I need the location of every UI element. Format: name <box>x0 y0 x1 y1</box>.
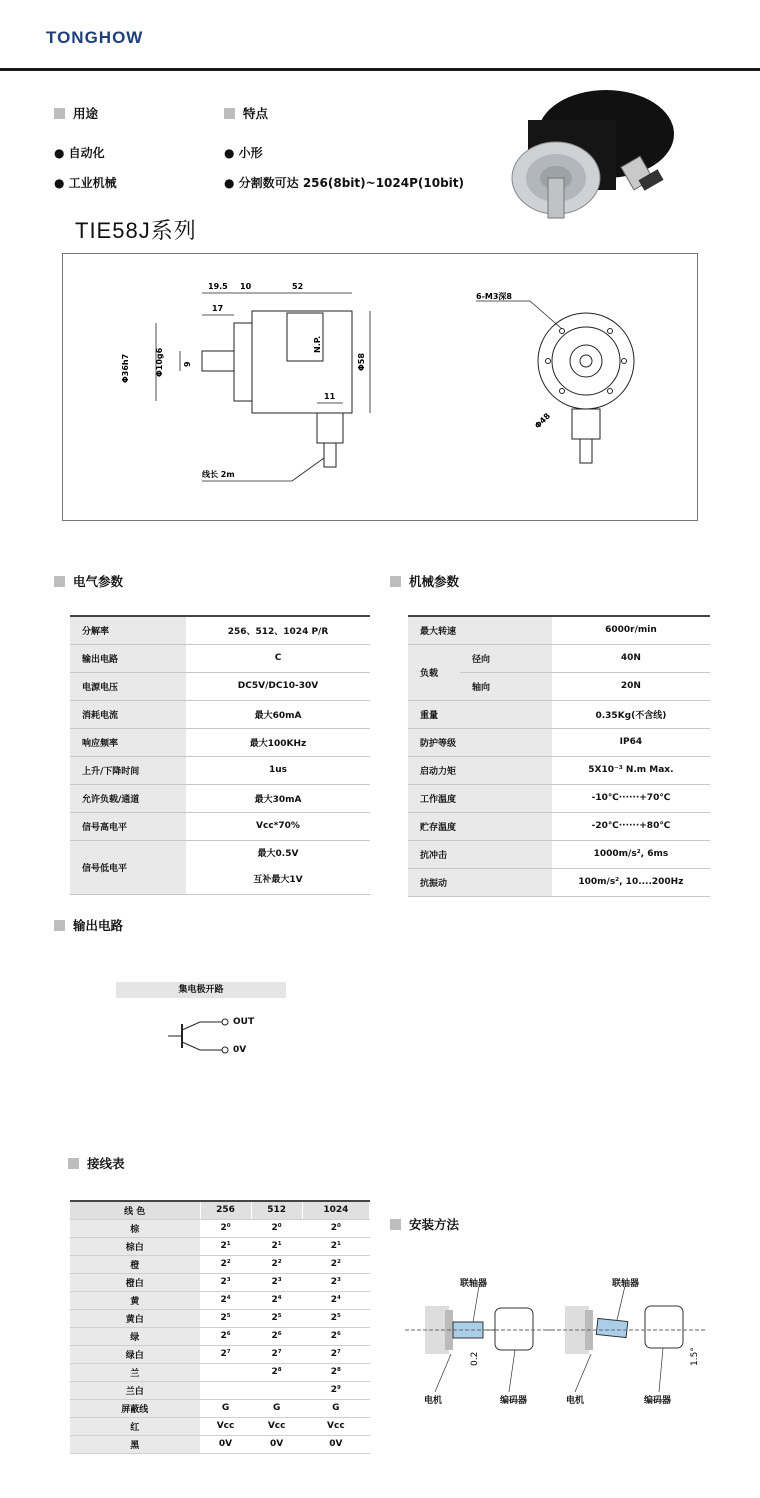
ov-terminal-label: 0V <box>233 1045 247 1055</box>
table-cell: 1us <box>186 756 370 784</box>
square-bullet-icon <box>224 108 235 119</box>
out-terminal-label: OUT <box>233 1017 255 1027</box>
table-row: 棕 2⁰ 2⁰ 2⁰ <box>70 1219 370 1237</box>
cable-length: 线长 2m <box>202 470 235 479</box>
table-row: 兰 2⁸ 2⁸ <box>70 1363 370 1381</box>
table-header: 1024 <box>302 1201 369 1219</box>
dim-52: 52 <box>292 282 304 291</box>
feature-item: ● 小形 <box>224 146 263 160</box>
encoder-photo <box>488 82 688 232</box>
table-cell: 40N <box>552 644 710 672</box>
table-cell: 100m/s², 10....200Hz <box>552 868 710 896</box>
square-bullet-icon <box>54 920 65 931</box>
table-cell: 径向 <box>460 644 552 672</box>
table-cell: 分解率 <box>70 616 186 644</box>
table-row: 绿白 2⁷ 2⁷ 2⁷ <box>70 1345 370 1363</box>
table-header: 256 <box>200 1201 251 1219</box>
encoder-label: 编码器 <box>500 1396 528 1406</box>
table-row: 绿 2⁶ 2⁶ 2⁶ <box>70 1327 370 1345</box>
table-row: 黑 0V 0V 0V <box>70 1435 370 1453</box>
table-row: 黄白 2⁵ 2⁵ 2⁵ <box>70 1309 370 1327</box>
header-rule <box>0 68 760 71</box>
table-cell: 轴向 <box>460 672 552 700</box>
coupling-label: 联轴器 <box>460 1279 488 1289</box>
mechanical-table <box>408 615 710 897</box>
dim-19-5: 19.5 <box>208 282 228 291</box>
table-cell: 输出电路 <box>70 644 186 672</box>
square-bullet-icon <box>54 576 65 587</box>
feature-item: ● 分割数可达 256(8bit)~1024P(10bit) <box>224 176 464 190</box>
square-bullet-icon <box>54 108 65 119</box>
table-row: 黄 2⁴ 2⁴ 2⁴ <box>70 1291 370 1309</box>
table-row: 屏蔽线 G G G <box>70 1399 370 1417</box>
motor-label: 电机 <box>424 1396 443 1406</box>
square-bullet-icon <box>68 1158 79 1169</box>
table-cell: 6000r/min <box>552 616 710 644</box>
table-cell: 上升/下降时间 <box>70 756 186 784</box>
open-collector-label: 集电极开路 <box>116 982 286 998</box>
wiring-table <box>70 1200 370 1454</box>
table-cell: Vcc*70% <box>186 812 370 840</box>
square-bullet-icon <box>390 576 401 587</box>
table-cell: 最大30mA <box>186 784 370 812</box>
table-cell: IP64 <box>552 728 710 756</box>
table-cell: 贮存温度 <box>408 812 552 840</box>
usage-item: ● 工业机械 <box>54 176 117 190</box>
series-title: TIE58J系列 <box>75 218 197 243</box>
feature-heading: 特点 <box>224 104 268 122</box>
table-row: 棕白 2¹ 2¹ 2¹ <box>70 1237 370 1255</box>
table-cell: 最大转速 <box>408 616 552 644</box>
table-cell: -20℃······+80℃ <box>552 812 710 840</box>
table-cell: 重量 <box>408 700 552 728</box>
table-cell: 电源电压 <box>70 672 186 700</box>
table-row: 红 Vcc Vcc Vcc <box>70 1417 370 1435</box>
install-diagram <box>405 1270 705 1410</box>
coupling-label: 联轴器 <box>612 1279 640 1289</box>
table-cell: 最大0.5V 互补最大1V <box>186 840 370 894</box>
brand-logo: TONGHOW <box>46 28 144 47</box>
table-cell: 抗冲击 <box>408 840 552 868</box>
dim-phi48: Φ48 <box>533 411 553 431</box>
table-cell: 抗振动 <box>408 868 552 896</box>
encoder-label: 编码器 <box>644 1396 672 1406</box>
table-cell: DC5V/DC10-30V <box>186 672 370 700</box>
electrical-table <box>70 615 370 895</box>
mechanical-heading: 机械参数 <box>390 572 459 590</box>
usage-heading: 用途 <box>54 104 98 122</box>
table-cell: 允许负载/通道 <box>70 784 186 812</box>
dim-17: 17 <box>212 304 224 313</box>
table-cell: 20N <box>552 672 710 700</box>
output-circuit-heading: 输出电路 <box>54 916 123 934</box>
table-row: 兰白 2⁹ <box>70 1381 370 1399</box>
dim-phi36: Φ36h7 <box>121 353 130 383</box>
usage-item: ● 自动化 <box>54 146 105 160</box>
square-bullet-icon <box>390 1219 401 1230</box>
np-label: N.P. <box>313 335 322 353</box>
angle-label: 1.5° <box>690 1347 700 1366</box>
dim-phi10: Φ10g6 <box>155 347 164 377</box>
motor-label: 电机 <box>566 1396 585 1406</box>
dim-phi58: Φ58 <box>357 353 366 371</box>
dimension-drawing <box>62 253 698 521</box>
table-row: 橙白 2³ 2³ 2³ <box>70 1273 370 1291</box>
install-heading: 安装方法 <box>390 1215 459 1233</box>
table-cell: 启动力矩 <box>408 756 552 784</box>
table-header: 512 <box>251 1201 302 1219</box>
table-cell: 1000m/s², 6ms <box>552 840 710 868</box>
wiring-heading: 接线表 <box>68 1154 125 1172</box>
dim-11: 11 <box>324 392 336 401</box>
table-cell: 256、512、1024 P/R <box>186 616 370 644</box>
dim-9: 9 <box>183 361 192 367</box>
table-cell: 最大100KHz <box>186 728 370 756</box>
table-cell: 信号低电平 <box>70 840 186 894</box>
table-row: 橙 2² 2² 2² <box>70 1255 370 1273</box>
table-cell: 最大60mA <box>186 700 370 728</box>
table-cell: 消耗电流 <box>70 700 186 728</box>
electrical-heading: 电气参数 <box>54 572 123 590</box>
table-cell: 5X10⁻³ N.m Max. <box>552 756 710 784</box>
holes-label: 6-M3深8 <box>476 292 512 301</box>
table-header: 线 色 <box>70 1201 200 1219</box>
table-cell: 负载 <box>408 644 460 700</box>
gap-label: 0.2 <box>470 1351 480 1366</box>
table-cell: 响应频率 <box>70 728 186 756</box>
table-cell: 信号高电平 <box>70 812 186 840</box>
table-cell: 防护等级 <box>408 728 552 756</box>
dim-10: 10 <box>240 282 252 291</box>
table-cell: 工作温度 <box>408 784 552 812</box>
table-cell: 0.35Kg(不含线) <box>552 700 710 728</box>
table-cell: -10℃······+70℃ <box>552 784 710 812</box>
table-cell: C <box>186 644 370 672</box>
